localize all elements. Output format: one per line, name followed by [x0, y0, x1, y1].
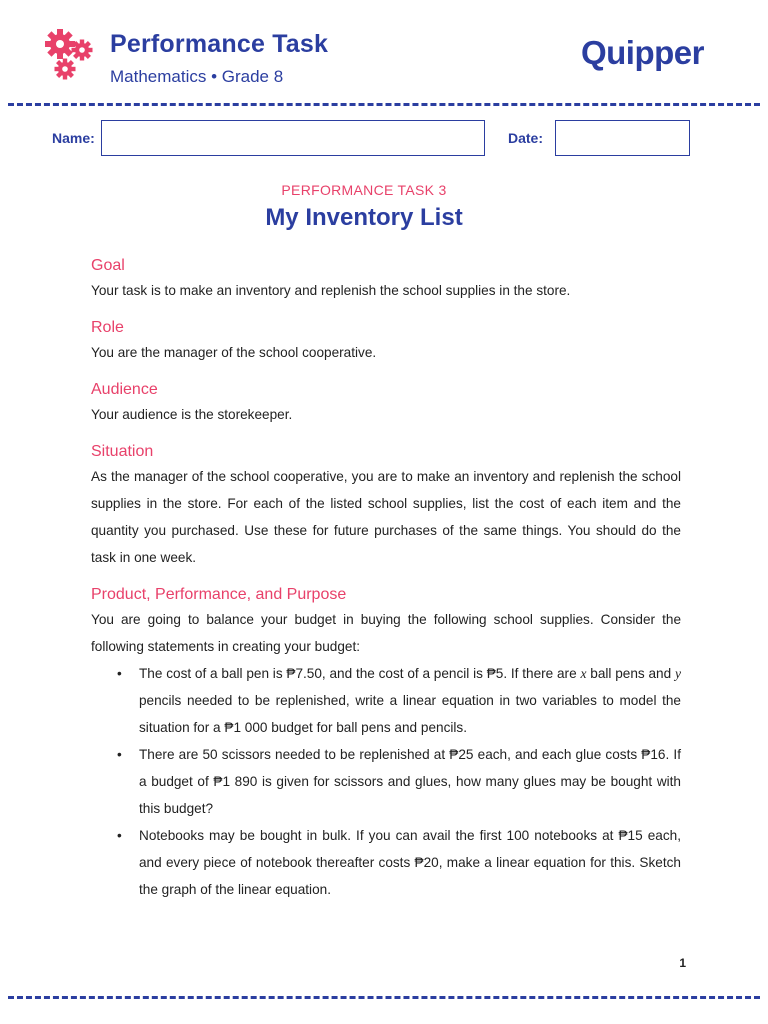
product-intro: You are going to balance your budget in buying the following school supplies. Consider the following statements in creating your budget: — [91, 612, 681, 654]
audience-body: Your audience is the storekeeper. — [91, 407, 293, 422]
role-body: You are the manager of the school cooperative. — [91, 345, 377, 360]
section-product — [91, 584, 681, 903]
task-number: PERFORMANCE TASK 3 — [281, 182, 447, 198]
name-field[interactable] — [101, 120, 485, 156]
gears-icon — [44, 28, 104, 84]
bullet-list — [91, 660, 681, 903]
date-label: Date: — [508, 130, 544, 146]
list-item: • The cost of a ball pen is ₱7.50, and the cost of a pencil is ₱5. If there are x ball pens and y pencils needed to be replenished, write a linear equation in two variables to model the situation for a ₱1 000 budget for ball pens and pencils. — [139, 660, 681, 741]
header-divider — [8, 103, 760, 106]
situation-heading: Situation — [91, 443, 154, 460]
product-heading: Product, Performance, and Purpose — [91, 586, 347, 603]
page-number: 1 — [679, 956, 686, 970]
date-field[interactable] — [555, 120, 690, 156]
variable-y: y — [674, 666, 681, 681]
section-goal — [91, 255, 681, 304]
situation-body: As the manager of the school cooperative, you are to make an inventory and replenish the school supplies in the store. For each of the listed school supplies, list the cost of each item and the quantity you purchased. Use these for future purchases of the same things. You should do the task in one week. — [91, 469, 681, 565]
section-role — [91, 317, 681, 366]
header-subtitle: Mathematics • Grade 8 — [110, 67, 284, 86]
list-item: • Notebooks may be bought in bulk. If you can avail the first 100 notebooks at ₱15 each, and every piece of notebook thereafter costs ₱20, make a linear equation for this. Sketch the graph of the linear equation. — [139, 822, 681, 903]
footer-divider — [8, 996, 760, 999]
goal-body: Your task is to make an inventory and replenish the school supplies in the store. — [91, 283, 571, 298]
list-item: • There are 50 scissors needed to be replenished at ₱25 each, and each glue costs ₱16. If a budget of ₱1 890 is given for scissors and glues, how many glues may be bought with this budget? — [139, 741, 681, 822]
task-title: My Inventory List — [265, 204, 463, 231]
task-content — [91, 255, 681, 916]
goal-heading: Goal — [91, 257, 125, 274]
name-label: Name: — [52, 130, 95, 146]
role-heading: Role — [91, 319, 124, 336]
section-situation — [91, 441, 681, 571]
header-title: Performance Task — [110, 30, 329, 58]
section-audience — [91, 379, 681, 428]
page-header — [0, 0, 768, 110]
brand-logo: Quipper — [580, 34, 704, 71]
audience-heading: Audience — [91, 381, 158, 398]
variable-x: x — [580, 666, 587, 681]
